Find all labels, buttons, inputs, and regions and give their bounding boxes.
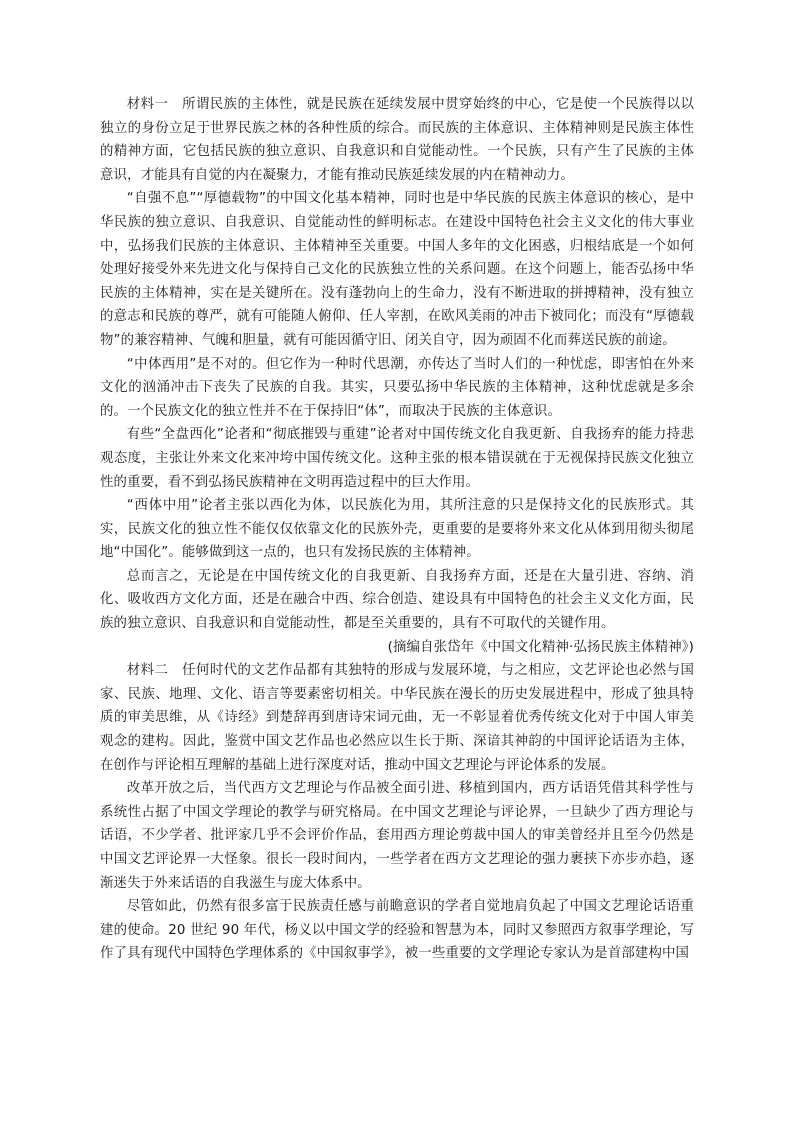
- paragraph: 总而言之，无论是在中国传统文化的自我更新、自我扬弃方面，还是在大量引进、容纳、消化、吸收西方文化方面，还是在融合中西、综合创造、建设具有中国特色的社会主义文化方面，民族的独立意识、自我意识和自觉能动性，都是至关重要的，具有不可取代的关键作用。: [100, 568, 694, 632]
- paragraph: 有些“全盘西化”论者和“彻底摧毁与重建”论者对中国传统文化自我更新、自我扬弃的能力持悲观态度，主张让外来文化来冲垮中国传统文化。这种主张的根本错误就在于无视保持民族文化独立性的重要，看不到弘扬民族精神在文明再造过程中的巨大作用。: [100, 427, 694, 490]
- document-body: [100, 93, 694, 966]
- paragraph: 材料二 任何时代的文艺作品都有其独特的形成与发展环境，与之相应，文艺评论也必然与国家、民族、地理、文化、语言等要素密切相关。中华民族在漫长的历史发展进程中，形成了独具特质的审美思维，从《诗经》到楚辞再到唐诗宋词元曲，无一不彰显着优秀传统文化对于中国人审美观念的建构。因此，鉴赏中国文艺作品也必然应以生长于斯、深谙其神韵的中国评论话语为主体，在创作与评论相互理解的基础上进行深度对话，推动中国文艺理论与评论体系的发展。: [100, 663, 694, 773]
- source-citation: (摘编自张岱年《中国文化精神·弘扬民族主体精神》): [387, 639, 694, 655]
- paragraph: “自强不息”“厚德载物”的中国文化基本精神，同时也是中华民族的民族主体意识的核心，是中华民族的独立意识、自我意识、自觉能动性的鲜明标志。在建设中国特色社会主义文化的伟大事业中，弘扬我们民族的主体意识、主体精神至关重要。中国人多年的文化困惑，归根结底是一个如何处理好接受外来先进文化与保持自己文化的民族独立性的关系问题。在这个问题上，能否弘扬中华民族的主体精神，实在是关键所在。没有蓬勃向上的生命力，没有不断进取的拼搏精神，没有独立的意志和民族的尊严，就有可能随人俯仰、任人宰割，在欧风美雨的冲击下被同化；而没有“厚德载物”的兼容精神、气魄和胆量，就有可能因循守旧、闭关自守，因为顽固不化而葬送民族的前途。: [100, 191, 694, 348]
- paragraph: 材料一 所谓民族的主体性，就是民族在延续发展中贯穿始终的中心，它是使一个民族得以以独立的身份立足于世界民族之林的各种性质的综合。而民族的主体意识、主体精神则是民族主体性的精神方面，它包括民族的独立意识、自我意识和自觉能动性。一个民族，只有产生了民族的主体意识，才能具有自觉的内在凝聚力，才能有推动民族延续发展的内在精神动力。: [100, 97, 694, 183]
- paragraph: 改革开放之后，当代西方文艺理论与作品被全面引进、移植到国内，西方话语凭借其科学性与系统性占据了中国文学理论的教学与研究格局。在中国文艺理论与评论界，一旦缺少了西方理论与话语，不少学者、批评家几乎不会评价作品，套用西方理论剪裁中国人的审美曾经并且至今仍然是中国文艺评论界一大怪象。很长一段时间内，一些学者在西方文艺理论的强力裹挟下亦步亦趋，逐渐迷失于外来话语的自我滋生与庞大体系中。: [100, 781, 694, 891]
- paragraph: “中体西用”是不对的。但它作为一种时代思潮，亦传达了当时人们的一种忧虑，即害怕在外来文化的汹涌冲击下丧失了民族的自我。其实，只要弘扬中华民族的主体精神，这种忧虑就是多余的。一个民族文化的独立性并不在于保持旧“体”，而取决于民族的主体意识。: [100, 356, 694, 419]
- paragraph: “西体中用”论者主张以西化为体，以民族化为用，其所注意的只是保持文化的民族形式。其实，民族文化的独立性不能仅仅依靠文化的民族外壳，更重要的是要将外来文化从体到用彻头彻尾地“中国化”。能够做到这一点的，也只有发扬民族的主体精神。: [100, 498, 694, 561]
- paragraph: 尽管如此，仍然有很多富于民族责任感与前瞻意识的学者自觉地肩负起了中国文艺理论话语重建的使命。20 世纪 90 年代，杨义以中国文学的经验和智慧为本，同时又参照西方叙事学理论，写作了具有现代中国特色学理体系的《中国叙事学》，被一些重要的文学理论专家认为是首部建构中国: [100, 899, 694, 962]
